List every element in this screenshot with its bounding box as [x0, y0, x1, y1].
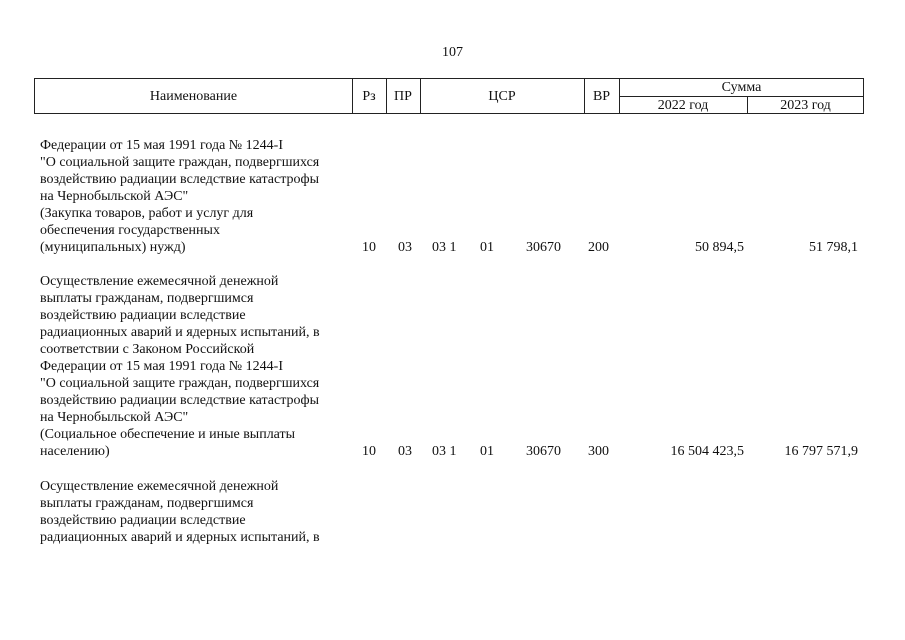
- row-pr: 03: [398, 444, 412, 459]
- header-csr: ЦСР: [488, 88, 516, 104]
- row-pr: 03: [398, 240, 412, 255]
- row-name: Федерации от 15 мая 1991 года № 1244-I "О социальной защите граждан, подвергшихся воздействию радиации вследствие катастрофы на Чернобыльской АЭС" (Закупка товаров, работ и услуг для обеспечения государственных (муниципальных) нужд): [40, 138, 320, 255]
- row-vr: 300: [588, 444, 609, 459]
- table-row: [40, 478, 864, 546]
- row-sum-2022: 16 504 423,5: [670, 444, 744, 459]
- page-number: 107: [442, 45, 463, 60]
- row-csr-program: 03 1: [432, 240, 457, 255]
- row-name: Осуществление ежемесячной денежной выплаты гражданам, подвергшимся воздействию радиации вследствие радиационных аварий и ядерных испытаний, в соответствии с Законом Российской Федерации от 15 мая 1991 года № 1244-I "О социальной защите граждан, подвергшихся воздействию радиации вследствие катастрофы на Чернобыльской АЭС" (Социальное обеспечение и иные выплаты населению): [40, 274, 320, 459]
- header-year-2022: 2022 год: [657, 97, 709, 113]
- row-rz: 10: [362, 444, 376, 459]
- row-name: Осуществление ежемесячной денежной выплаты гражданам, подвергшимся воздействию радиации вследствие радиационных аварий и ядерных испытаний, в: [40, 479, 320, 545]
- header-sum: Сумма: [721, 80, 762, 95]
- header-rz: Рз: [362, 88, 376, 104]
- header-pr: ПР: [394, 88, 412, 104]
- row-csr-subprogram: 01: [480, 444, 494, 459]
- row-csr-direction: 30670: [526, 240, 561, 255]
- row-codes: [40, 239, 864, 256]
- table-header: [34, 78, 864, 114]
- row-csr-subprogram: 01: [480, 240, 494, 255]
- header-year-2023: 2023 год: [780, 97, 831, 113]
- row-vr: 200: [588, 240, 609, 255]
- row-rz: 10: [362, 240, 376, 255]
- row-csr-program: 03 1: [432, 444, 457, 459]
- table-row: [40, 273, 864, 460]
- row-sum-2022: 50 894,5: [695, 240, 744, 255]
- row-sum-2023: 16 797 571,9: [784, 444, 858, 459]
- table-row: [40, 137, 864, 256]
- header-vr: ВР: [592, 88, 611, 104]
- header-name: Наименование: [149, 88, 238, 104]
- row-sum-2023: 51 798,1: [809, 240, 858, 255]
- row-csr-direction: 30670: [526, 444, 561, 459]
- row-codes: [40, 443, 864, 460]
